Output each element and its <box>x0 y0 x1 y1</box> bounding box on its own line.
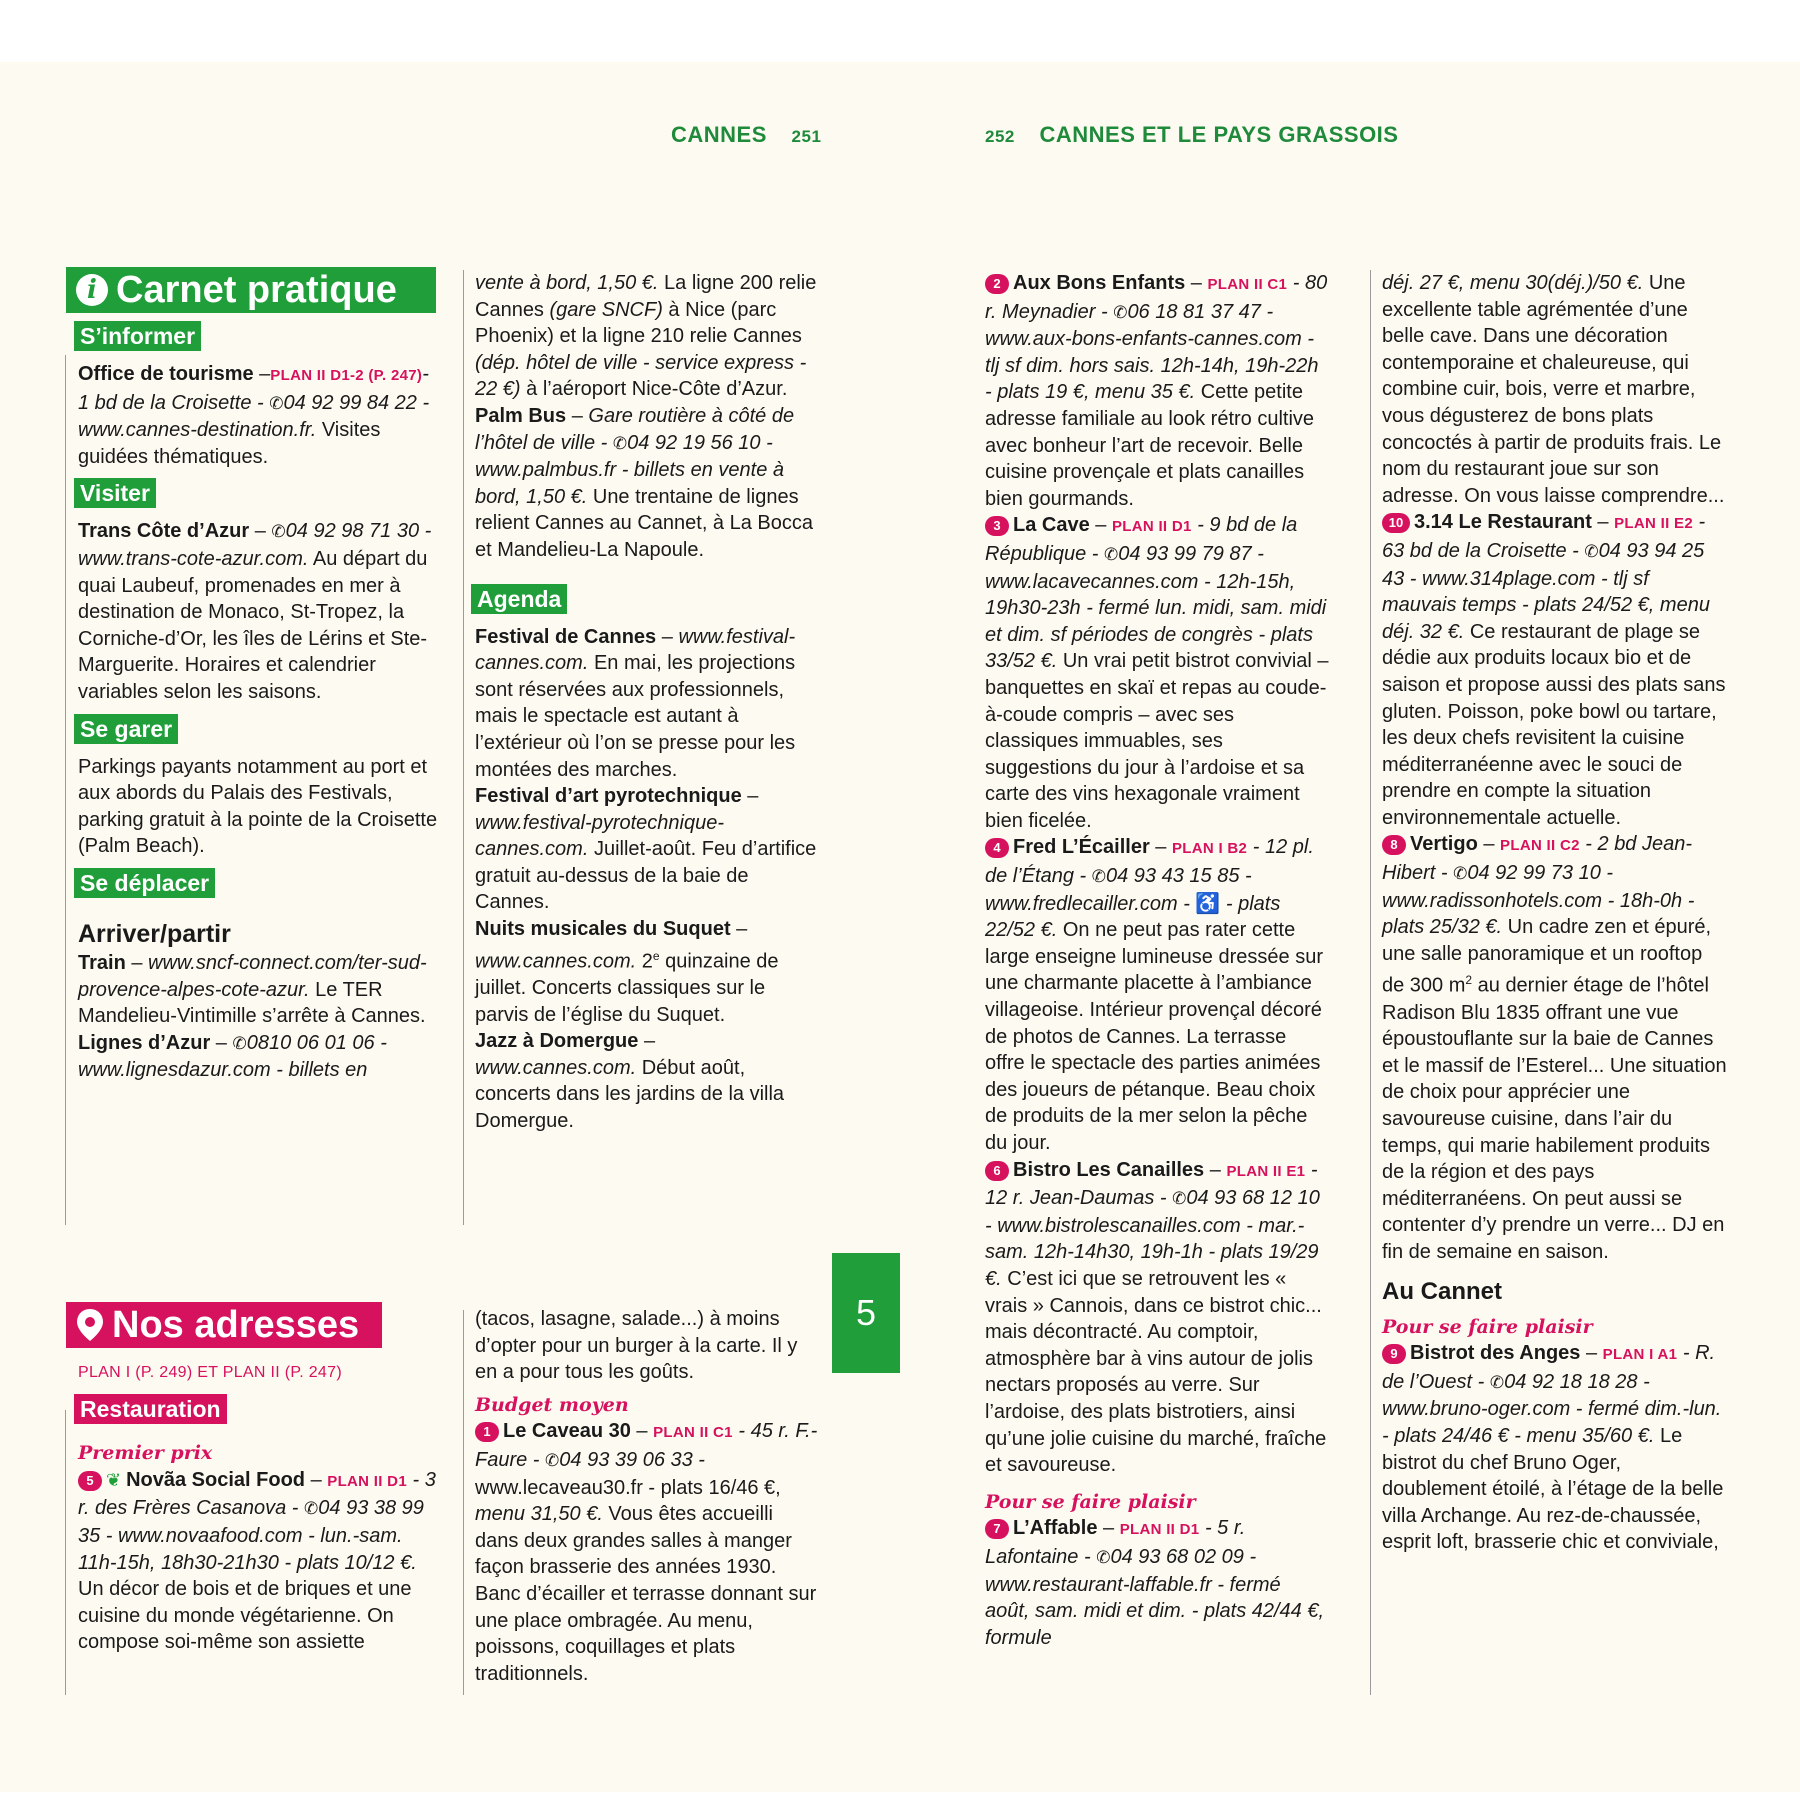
carnet-pratique-section <box>78 267 438 1084</box>
chapter-tab: 5 <box>832 1253 900 1373</box>
novaa-address: - 3 r. des Frères Casanova - <box>78 1468 436 1520</box>
number-badge: 9 <box>1382 1344 1406 1364</box>
bons-name: Aux Bons Enfants <box>1013 272 1186 294</box>
fred-contact: 04 93 43 15 85 - www.fredlecailler.com - <box>985 865 1252 915</box>
nuits-name: Nuits musicales du Suquet <box>475 918 731 941</box>
train-text: Le TER Mandelieu-Vintimille s’arrête à Cannes. <box>78 978 426 1028</box>
lignes-text: à l’aéroport Nice-Côte d’Azur. <box>520 378 788 401</box>
bistro-address: - 12 r. Jean-Daumas - <box>985 1158 1318 1210</box>
fred-entry: 4 Fred L’Écailler – PLAN I B2 - 12 pl. de l’Étang - ✆04 93 43 15 85 - www.fredlecailler.com - ♿ - plats 22/52 €. On ne peut pas rater cette large enseigne lumineuse dressée sur une charmante placette à l’ambiance villageoise. Intérieur provençal décoré de photos de Cannes. La terrasse offre le spectacle des parties animées des joueurs de pétanque. Beau choix de produits de la mer selon la pêche du jour. <box>985 836 1323 1154</box>
vertigo-name: Vertigo <box>1410 833 1478 856</box>
number-badge: 3 <box>985 516 1009 536</box>
nuits-url: www.cannes.com. <box>475 950 637 973</box>
r314-plan: PLAN II E2 <box>1614 515 1693 533</box>
nos-adresses-section <box>78 1302 438 1656</box>
affable-entry: 7 L’Affable – PLAN II D1 - 5 r. Lafontaine - ✆04 93 68 02 09 - www.restaurant-laffable.fr - fermé août, sam. midi et dim. - plats 42/44 €, formule <box>985 1517 1325 1649</box>
palm-contact2: 04 92 19 56 10 - www.palmbus.fr - billets en vente à bord, 1,50 €. <box>475 431 785 508</box>
column-3 <box>985 270 1330 1651</box>
caveau-text: Vous êtes accueilli dans deux grandes salles à manger façon brasserie des années 1930. Banc d’écailler et terrasse donnant sur une place ombragée. Au menu, poissons, coquillages et plats traditionnels. <box>475 1503 817 1685</box>
fred-plan: PLAN I B2 <box>1171 840 1248 858</box>
bons-plan: PLAN II C1 <box>1207 276 1288 293</box>
vertigo-entry: 8 Vertigo – PLAN II C2 - 2 bd Jean-Hibert - ✆04 92 99 73 10 - www.radissonhotels.com - 18h-0h - plats 25/32 €. Un cadre zen et épuré, une salle panoramique et un rooftop de 300 $m^2$ au dernier étage de l’hôtel Radison Blu 1835 offrant une vue époustouflante sur la baie de Cannes et le massif de l’Esterel... Une situation de choix pour apprécier une savoureuse cuisine, dans l’air du temps, qui marie habilement produits de la région et des pays méditerranéens. On peut aussi se contenter d’y prendre un verre... DJ en fin de semaine en saison. <box>1382 833 1727 1264</box>
jazz-name: Jazz à Domergue <box>475 1030 639 1053</box>
r314-name: 3.14 Le Restaurant <box>1414 511 1592 534</box>
agenda-heading: Agenda <box>471 584 567 614</box>
number-badge: 8 <box>1382 835 1406 855</box>
palm-name: Palm Bus <box>475 404 567 427</box>
bistro-contact: 04 93 68 12 10 - www.bistrolescanailles.com - mar.-sam. 12h-14h30, 19h-1h - plats 19/29 €. <box>985 1187 1320 1290</box>
novaa-text: Un décor de bois et de briques et une cuisine du monde végétarienne. On compose soi-même son assiette <box>78 1578 412 1654</box>
cave-text: Un vrai petit bistrot convivial – banquettes en skaï et repas au coude-à-coude compris – avec ses classiques immuables, ses suggestions du jour à l’ardoise et sa carte des vins hexagonale vraiment bien ficelée. <box>985 650 1329 832</box>
caveau-prices: - plats 16/46 €, <box>642 1476 781 1499</box>
lignes-text-italic: (dép. hôtel de ville - service express - 22 €) <box>475 351 807 401</box>
page-number-left: 251 <box>791 127 822 146</box>
train-name: Train <box>78 951 126 974</box>
number-badge: 1 <box>475 1422 499 1442</box>
column-rule <box>463 270 464 1225</box>
wheelchair-icon: ♿ <box>1195 892 1221 915</box>
vertigo-text: au dernier étage de l’hôtel Radison Blu 1835 offrant une vue époustouflante sur la baie de Cannes et le massif de l’Esterel... Une situation de choix pour apprécier une savoureuse cuisine, dans l’air du temps, qui marie habilement produits de la région et des pays méditerranéens. On peut aussi se contenter d’y prendre un verre... DJ en fin de semaine en saison. <box>1382 975 1727 1264</box>
carnet-title: Carnet pratique <box>116 269 397 311</box>
bons-contact: 06 18 81 37 47 - www.aux-bons-enfants-cannes.com - tlj sf dim. hors sais. 12h-14h, 19h-22h - plats 19 €, menu 35 €. <box>985 300 1319 404</box>
lignes-price: vente à bord, 1,50 €. <box>475 272 659 294</box>
fred-prices: - plats 22/52 €. <box>985 892 1281 942</box>
plaisir-heading: Pour se faire plaisir <box>985 1490 1196 1513</box>
festival-name: Festival de Cannes <box>475 625 657 648</box>
lignes-text: à Nice (parc Phoenix) et la ligne 210 relie Cannes <box>475 298 802 348</box>
novaa-entry: 5 ❦ Novãa Social Food – PLAN II D1 - 3 r. des Frères Casanova - ✆04 93 38 99 35 - www.novaafood.com - lun.-sam. 11h-15h, 18h30-21h30 - plats 10/12 €. Un décor de bois et de briques et une cuisine du monde végétarienne. On compose soi-même son assiette <box>78 1468 436 1654</box>
nuits-text: quinzaine de juillet. Concerts classiques sur le parvis de l’église du Suquet. <box>475 950 779 1026</box>
office-name: Office de tourisme <box>78 363 254 385</box>
arriver-heading: Arriver/partir <box>78 919 231 948</box>
number-badge: 2 <box>985 274 1009 294</box>
phone-icon: ✆ <box>1489 1372 1505 1392</box>
fred-name: Fred L’Écailler <box>1013 836 1150 859</box>
caveau-url: www.lecaveau30.fr <box>475 1476 643 1499</box>
affable-plan: PLAN II D1 <box>1119 1521 1200 1539</box>
phone-icon: ✆ <box>612 433 628 453</box>
number-badge: 4 <box>985 838 1009 858</box>
plan-note: PLAN I (P. 249) ET PLAN II (P. 247) <box>78 1363 342 1381</box>
budget-moyen-heading: Budget moyen <box>475 1393 629 1416</box>
vertigo-plan: PLAN II C2 <box>1500 837 1580 855</box>
lignes-name: Lignes d’Azur <box>78 1031 211 1054</box>
r314-text: Ce restaurant de plage se dédie aux produits locaux bio et de saison et propose aussi des plats sans gluten. Poisson, poke bowl ou tartare, les deux chefs revisitent la cuisine méditerranéenne avec le souci de prendre en compte la situation environnementale actuelle. <box>1382 620 1726 829</box>
jazz-url: www.cannes.com. <box>475 1056 637 1079</box>
novaa-plan: PLAN II D1 <box>327 1472 407 1490</box>
caveau-entry: 1 Le Caveau 30 – PLAN II C1 - 45 r. F.-Faure - ✆04 93 39 06 33 - www.lecaveau30.fr - plats 16/46 €, menu 31,50 €. Vous êtes accueilli dans deux grandes salles à manger façon brasserie des années 1930. Banc d’écailler et terrasse donnant sur une place ombragée. Au menu, poissons, coquillages et plats traditionnels. <box>475 1420 818 1685</box>
affable-text: Une excellente table agrémentée d’une belle cave. Dans une décoration contemporaine et chaleureuse, qui combine cuir, bois, verre et marbre, vous dégusterez de bons plats concoctés à partir de produits frais. Le nom du restaurant joue sur son adresse. On vous laisse comprendre... <box>1382 272 1725 507</box>
r314-contact: 04 93 94 25 43 - www.314plage.com - tlj sf mauvais temps - plats 24/52 €, menu déj. 32 €. <box>1382 539 1710 643</box>
fred-text: On ne peut pas rater cette large enseigne lumineuse dressée sur une charmante placette à l’ambiance villageoise. Intérieur provençal décoré de photos de Cannes. La terrasse offre le spectacle des parties animées des joueurs de pétanque. Beau choix de produits de la mer selon la pêche du jour. <box>985 919 1323 1154</box>
affable-address: - 5 r. Lafontaine - <box>985 1517 1246 1568</box>
r314-address: - 63 bd de la Croisette - <box>1382 511 1706 562</box>
segarer-text: Parkings payants notamment au port et aux abords du Palais des Festivals, parking gratuit à la pointe de la Croisette (Palm Beach). <box>78 755 438 858</box>
column-rule <box>65 1410 66 1695</box>
jazz-text: Début août, concerts dans les jardins de la villa Domergue. <box>475 1056 785 1132</box>
nuits-text: 2 <box>636 950 653 973</box>
chapter-title-left: CANNES <box>671 122 767 147</box>
train-entry: Train – www.sncf-connect.com/ter-sud-provence-alpes-cote-azur. Le TER Mandelieu-Vintimille s’arrête à Cannes. <box>78 951 427 1028</box>
pyro-entry: Festival d’art pyrotechnique – www.festival-pyrotechnique-cannes.com. Juillet-août. Feu d’artifice gratuit au-dessus de la baie de Cannes. <box>475 785 817 914</box>
phone-icon: ✆ <box>271 522 286 542</box>
bistro-text: C’est ici que se retrouvent les « vrais » Cannois, dans ce bistrot chic... mais décontracté. Au comptoir, atmosphère bar à vins autour de jolis nectars proposés au verre. Sur l’ardoise, des plats bistrotiers, ainsi qu’une jolie cuisine du marché, fraîche et savoureuse. <box>985 1267 1327 1477</box>
column-rule <box>65 355 66 1225</box>
sinformer-heading: S’informer <box>74 321 201 351</box>
running-header-right <box>985 122 1398 148</box>
bons-text: Cette petite adresse familiale au look rétro cultive avec bonheur l’art de recevoir. Belle cuisine provençale et plats canailles bien gourmands. <box>985 381 1315 510</box>
carnet-heading <box>66 267 436 313</box>
caveau-menu: menu 31,50 €. <box>475 1503 603 1526</box>
bons-enfants-entry: 2 Aux Bons Enfants – PLAN II C1 - 80 r. Meynadier - ✆06 18 81 37 47 - www.aux-bons-enfants-cannes.com - tlj sf dim. hors sais. 12h-14h, 19h-22h - plats 19 €, menu 35 €. Cette petite adresse familiale au look rétro cultive avec bonheur l’art de recevoir. Belle cuisine provençale et plats canailles bien gourmands. <box>985 272 1328 510</box>
caveau-address: - 45 r. F.-Faure - <box>475 1420 818 1471</box>
vertigo-sup: 2 <box>1465 973 1473 988</box>
nuits-entry: Nuits musicales du Suquet – www.cannes.com. 2e quinzaine de juillet. Concerts classiques sur le parvis de l’église du Suquet. <box>475 918 779 1026</box>
column-rule <box>1370 270 1371 1695</box>
cave-name: La Cave <box>1013 514 1090 537</box>
adresses-title: Nos adresses <box>112 1304 360 1346</box>
lignes-entry: Lignes d’Azur – ✆0810 06 01 06 - www.lignesdazur.com - billets en <box>78 1031 387 1082</box>
column-2-bottom <box>475 1306 820 1687</box>
r314-entry: 10 3.14 Le Restaurant – PLAN II E2 - 63 bd de la Croisette - ✆04 93 94 25 43 - www.314plage.com - tlj sf mauvais temps - plats 24/52 €, menu déj. 32 €. Ce restaurant de plage se dédie aux produits locaux bio et de saison et propose aussi des plats sans gluten. Poisson, poke bowl ou tartare, les deux chefs revisitent la cuisine méditerranéenne avec le souci de prendre en compte la situation environnementale actuelle. <box>1382 511 1726 829</box>
festival-url: www.festival-cannes.com. <box>475 625 796 675</box>
vertigo-address: - 2 bd Jean-Hibert - <box>1382 833 1693 885</box>
festival-entry: Festival de Cannes – www.festival-cannes.com. En mai, les projections sont réservées aux professionnels, mais le spectacle est autant à l’extérieur où l’on se presse pour les montées des marches. <box>475 625 796 781</box>
phone-icon: ✆ <box>1096 1547 1111 1567</box>
trans-contact: 04 92 98 71 30 - www.trans-cote-azur.com. <box>78 520 432 570</box>
affable-name: L’Affable <box>1013 1517 1098 1540</box>
segarer-heading: Se garer <box>74 714 178 744</box>
palm-text: Une trentaine de lignes relient Cannes au Cannet, à La Bocca et Mandelieu-La Napoule. <box>475 485 813 561</box>
la-cave-entry: 3 La Cave – PLAN II D1 - 9 bd de la République - ✆04 93 99 79 87 - www.lacavecannes.com - 12h-15h, 19h30-23h - fermé lun. midi, sam. midi et dim. sf périodes de congrès - plats 33/52 €. Un vrai petit bistrot convivial – banquettes en skaï et repas au coude-à-coude compris – avec ses classiques immuables, ses suggestions du jour à l’ardoise et sa carte des vins hexagonale vraiment bien ficelée. <box>985 514 1329 832</box>
column-2-top <box>475 270 820 1134</box>
lignes-text: La ligne 200 relie Cannes <box>475 272 817 321</box>
anges-contact: 04 92 18 18 28 - www.bruno-oger.com - fermé dim.-lun. - plats 24/46 € - menu 35/60 €. <box>1382 1370 1722 1447</box>
caveau-plan: PLAN II C1 <box>653 1424 733 1442</box>
anges-text: Le bistrot du chef Bruno Oger, doublement étoilé, à l’étage de la belle villa Archange. Au rez-de-chaussée, esprit loft, brasserie chic et conviviale, <box>1382 1425 1724 1554</box>
pyro-name: Festival d’art pyrotechnique <box>475 785 742 808</box>
phone-icon: ✆ <box>1584 541 1599 561</box>
lignes-text-italic: (gare SNCF) <box>549 298 663 321</box>
cannet-heading: Au Cannet <box>1382 1277 1502 1305</box>
plaisir-heading: Pour se faire plaisir <box>1382 1315 1593 1338</box>
bistro-plan: PLAN II E1 <box>1226 1162 1306 1180</box>
caveau-phone: 04 93 39 06 33 - <box>559 1448 705 1471</box>
phone-icon: ✆ <box>1091 867 1106 887</box>
phone-icon: ✆ <box>1453 864 1468 884</box>
novaa-contact: 04 93 38 99 35 - www.novaafood.com - lun.-sam. 11h-15h, 18h30-21h30 - plats 10/12 €. <box>78 1497 424 1574</box>
bistro-canailles-entry: 6 Bistro Les Canailles – PLAN II E1 - 12 r. Jean-Daumas - ✆04 93 68 12 10 - www.bistrolescanailles.com - mar.-sam. 12h-14h30, 19h-1h - plats 19/29 €. C’est ici que se retrouvent les « vrais » Cannois, dans ce bistrot chic... mais décontracté. Au comptoir, atmosphère bar à vins autour de jolis nectars proposés au verre. Sur l’ardoise, des plats bistrotiers, ainsi qu’une jolie cuisine du marché, fraîche et savoureuse. <box>985 1158 1327 1477</box>
phone-icon: ✆ <box>1172 1189 1187 1209</box>
cave-contact: 04 93 99 79 87 - www.lacavecannes.com - 12h-15h, 19h30-23h - fermé lun. midi, sam. midi et dim. sf périodes de congrès - plats 33/52 €. <box>985 542 1327 673</box>
visiter-heading: Visiter <box>74 478 156 508</box>
cave-plan: PLAN II D1 <box>1111 518 1192 536</box>
office-text: Visites guidées thématiques. <box>78 419 381 468</box>
lignes-continued <box>475 270 820 403</box>
phone-icon: ✆ <box>304 1499 319 1519</box>
chapter-title-right: CANNES ET LE PAYS GRASSOIS <box>1039 122 1399 147</box>
trans-name: Trans Côte d’Azur <box>78 520 250 543</box>
number-badge: 6 <box>985 1161 1009 1181</box>
bons-address: - 80 r. Meynadier - <box>985 272 1328 323</box>
affable-continued <box>1382 270 1727 509</box>
festival-text: En mai, les projections sont réservées aux professionnels, mais le spectacle est autant à l’extérieur où l’on se presse pour les montées des marches. <box>475 652 796 781</box>
map-pin-icon <box>76 1308 104 1342</box>
leaf-icon: ❦ <box>106 1469 127 1490</box>
phone-icon: ✆ <box>545 1450 560 1470</box>
sedeplacer-heading: Se déplacer <box>74 868 215 898</box>
bistro-name: Bistro Les Canailles <box>1013 1158 1205 1181</box>
trans-text: Au départ du quai Laubeuf, promenades en mer à destination de Monaco, St-Tropez, la Corniche-d’Or, les îles de Lérins et Ste-Marguerite. Horaires et calendrier variables selon les saisons. <box>78 547 428 703</box>
trans-entry: Trans Côte d’Azur – ✆04 92 98 71 30 - www.trans-cote-azur.com. Au départ du quai Laubeuf, promenades en mer à destination de Monaco, St-Tropez, la Corniche-d’Or, les îles de Lérins et Ste-Marguerite. Horaires et calendrier variables selon les saisons. <box>78 520 432 703</box>
office-plan: PLAN II D1-2 (P. 247) <box>270 367 423 384</box>
info-icon: i <box>76 274 108 306</box>
number-badge: 5 <box>78 1471 102 1491</box>
caveau-name: Le Caveau 30 <box>503 1420 631 1443</box>
lignes-contact: 0810 06 01 06 - www.lignesdazur.com - billets en <box>78 1031 387 1082</box>
palm-entry: Palm Bus – Gare routière à côté de l’hôtel de ville - ✆04 92 19 56 10 - www.palmbus.fr - billets en vente à bord, 1,50 €. Une trentaine de lignes relient Cannes au Cannet, à La Bocca et Mandelieu-La Napoule. <box>475 404 813 561</box>
phone-icon: ✆ <box>1113 302 1128 322</box>
jazz-entry: Jazz à Domergue – www.cannes.com. Début août, concerts dans les jardins de la villa Domergue. <box>475 1030 785 1132</box>
page-number-right: 252 <box>985 127 1015 146</box>
phone-icon: ✆ <box>232 1033 247 1053</box>
column-4 <box>1382 270 1727 1556</box>
anges-entry: 9 Bistrot des Anges – PLAN I A1 - R. de l’Ouest - ✆04 92 18 18 28 - www.bruno-oger.com - fermé dim.-lun. - plats 24/46 € - menu 35/60 €. Le bistrot du chef Bruno Oger, doublement étoilé, à l’étage de la belle villa Archange. Au rez-de-chaussée, esprit loft, brasserie chic et conviviale, <box>1382 1342 1724 1554</box>
novaa-name: Novãa Social Food <box>126 1468 306 1491</box>
cave-address: - 9 bd de la République - <box>985 514 1298 565</box>
office-entry: Office de tourisme –PLAN II D1-2 (P. 247)- 1 bd de la Croisette - ✆04 92 99 84 22 - www.cannes-destination.fr. Visites guidées thématiques. <box>78 363 430 468</box>
premier-prix-heading: Premier prix <box>78 1442 213 1465</box>
anges-name: Bistrot des Anges <box>1410 1342 1581 1365</box>
train-url: www.sncf-connect.com/ter-sud-provence-alpes-cote-azur. <box>78 951 427 1001</box>
anges-address: - R. de l’Ouest - <box>1382 1342 1716 1393</box>
column-rule <box>463 1310 464 1695</box>
fred-address: - 12 pl. de l’Étang - <box>985 836 1314 888</box>
restauration-heading: Restauration <box>74 1394 227 1424</box>
phone-icon: ✆ <box>1103 544 1119 564</box>
pyro-url: www.festival-pyrotechnique-cannes.com. <box>475 811 724 861</box>
adresses-heading <box>66 1302 382 1348</box>
anges-plan: PLAN I A1 <box>1602 1346 1678 1364</box>
phone-icon: ✆ <box>269 393 284 413</box>
affable-prices: déj. 27 €, menu 30(déj.)/50 €. <box>1382 272 1644 294</box>
vertigo-contact: 04 92 99 73 10 - www.radissonhotels.com - 18h-0h - plats 25/32 €. <box>1382 862 1695 939</box>
office-address: - 1 bd de la Croisette - <box>78 363 429 414</box>
novaa-continued: (tacos, lasagne, salade...) à moins d’opter pour un burger à la carte. Il y en a pour tous les goûts. <box>475 1308 798 1384</box>
palm-contact: Gare routière à côté de l’hôtel de ville - <box>475 404 795 454</box>
running-header-left <box>671 122 821 148</box>
office-phone: 04 92 99 84 22 - www.cannes-destination.fr. <box>78 391 430 442</box>
pyro-text: Juillet-août. Feu d’artifice gratuit au-dessus de la baie de Cannes. <box>475 838 817 914</box>
number-badge: 10 <box>1382 513 1410 533</box>
vertigo-text: Un cadre zen et épuré, une salle panoramique et un rooftop de 300 m <box>1382 916 1712 998</box>
affable-contact: 04 93 68 02 09 - www.restaurant-laffable.fr - fermé août, sam. midi et dim. - plats 42/44 €, formule <box>985 1545 1325 1649</box>
number-badge: 7 <box>985 1519 1009 1539</box>
nuits-sup: e <box>652 948 660 963</box>
